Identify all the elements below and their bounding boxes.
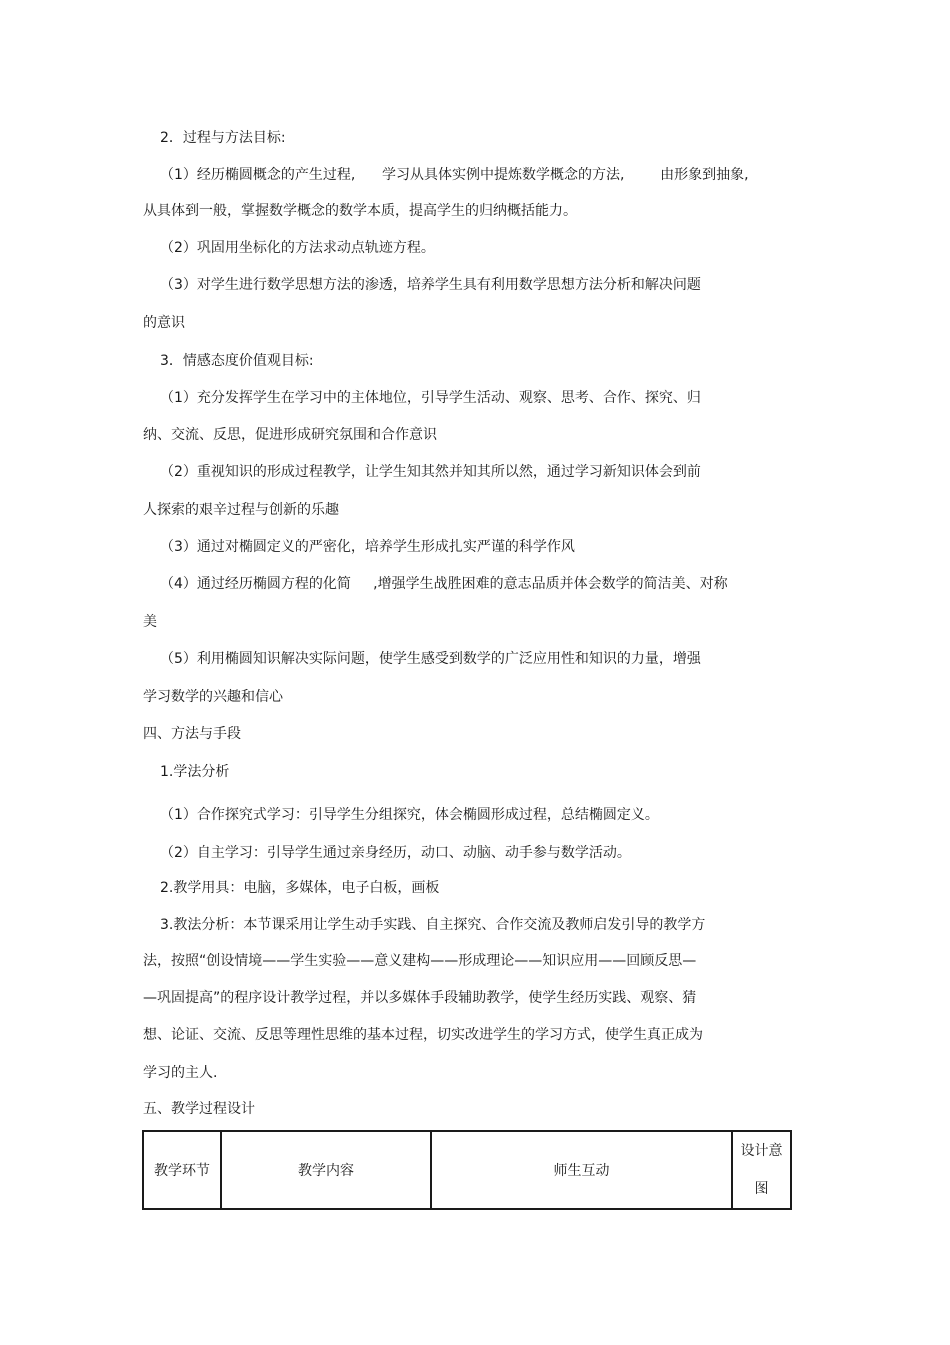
paragraph-line: （4）通过经历椭圆方程的化简 ,增强学生战胜困难的意志品质并体会数学的简洁美、对称: [160, 576, 728, 592]
paragraph-line: （1）合作探究式学习：引导学生分组探究，体会椭圆形成过程，总结椭圆定义。: [160, 807, 659, 823]
header-interaction: 师生互动: [431, 1131, 732, 1209]
paragraph-line: （2）重视知识的形成过程教学，让学生知其然并知其所以然，通过学习新知识体会到前: [160, 464, 701, 480]
header-design-intent-line2: 图: [754, 1181, 769, 1197]
paragraph-line: （1）经历椭圆概念的产生过程, 学习从具体实例中提炼数学概念的方法, 由形象到抽象,: [160, 167, 749, 183]
paragraph-line: （2）自主学习：引导学生通过亲身经历，动口、动脑、动手参与数学活动。: [160, 845, 631, 861]
paragraph-line: 法，按照“创设情境——学生实验——意义建构——形成理论——知识应用——回顾反思—: [143, 953, 697, 969]
paragraph-line: 纳、交流、反思，促进形成研究氛围和合作意识: [143, 427, 437, 443]
paragraph-line: （2）巩固用坐标化的方法求动点轨迹方程。: [160, 240, 435, 256]
paragraph-line: 3.教法分析：本节课采用让学生动手实践、自主探究、合作交流及教师启发引导的教学方: [160, 917, 706, 933]
paragraph-line: （1）充分发挥学生在学习中的主体地位，引导学生活动、观察、思考、合作、探究、归: [160, 390, 701, 406]
header-teaching-content: 教学内容: [221, 1131, 431, 1209]
section-heading-methods: 四、方法与手段: [143, 726, 241, 742]
section-heading-process-method: 2．过程与方法目标:: [160, 130, 286, 146]
paragraph-line: 人探索的艰辛过程与创新的乐趣: [143, 502, 339, 518]
paragraph-line: （5）利用椭圆知识解决实际问题，使学生感受到数学的广泛应用性和知识的力量，增强: [160, 651, 701, 667]
paragraph-line: 的意识: [143, 315, 185, 331]
section-heading-teaching-process: 五、教学过程设计: [143, 1101, 255, 1117]
section-heading-emotion-goals: 3．情感态度价值观目标:: [160, 353, 314, 369]
subheading-learning-method: 1.学法分析: [160, 764, 230, 780]
paragraph-line: 美: [143, 614, 157, 630]
paragraph-line: （3）通过对椭圆定义的严密化，培养学生形成扎实严谨的科学作风: [160, 539, 575, 555]
paragraph-line: 学习的主人.: [143, 1065, 218, 1081]
header-design-intent-line1: 设计意: [740, 1143, 783, 1159]
paragraph-line: 从具体到一般，掌握数学概念的数学本质，提高学生的归纳概括能力。: [143, 203, 577, 219]
paragraph-line: —巩固提高”的程序设计教学过程，并以多媒体手段辅助教学，使学生经历实践、观察、猜: [143, 990, 697, 1006]
header-design-intent: [732, 1131, 791, 1209]
table-header-row: [143, 1131, 791, 1209]
paragraph-line: 学习数学的兴趣和信心: [143, 689, 283, 705]
teaching-process-table: [142, 1130, 792, 1210]
paragraph-line: （3）对学生进行数学思想方法的渗透，培养学生具有利用数学思想方法分析和解决问题: [160, 277, 701, 293]
paragraph-line: 2.教学用具：电脑，多媒体，电子白板，画板: [160, 880, 440, 896]
header-teaching-stage: 教学环节: [143, 1131, 221, 1209]
paragraph-line: 想、论证、交流、反思等理性思维的基本过程，切实改进学生的学习方式，使学生真正成为: [143, 1027, 703, 1043]
